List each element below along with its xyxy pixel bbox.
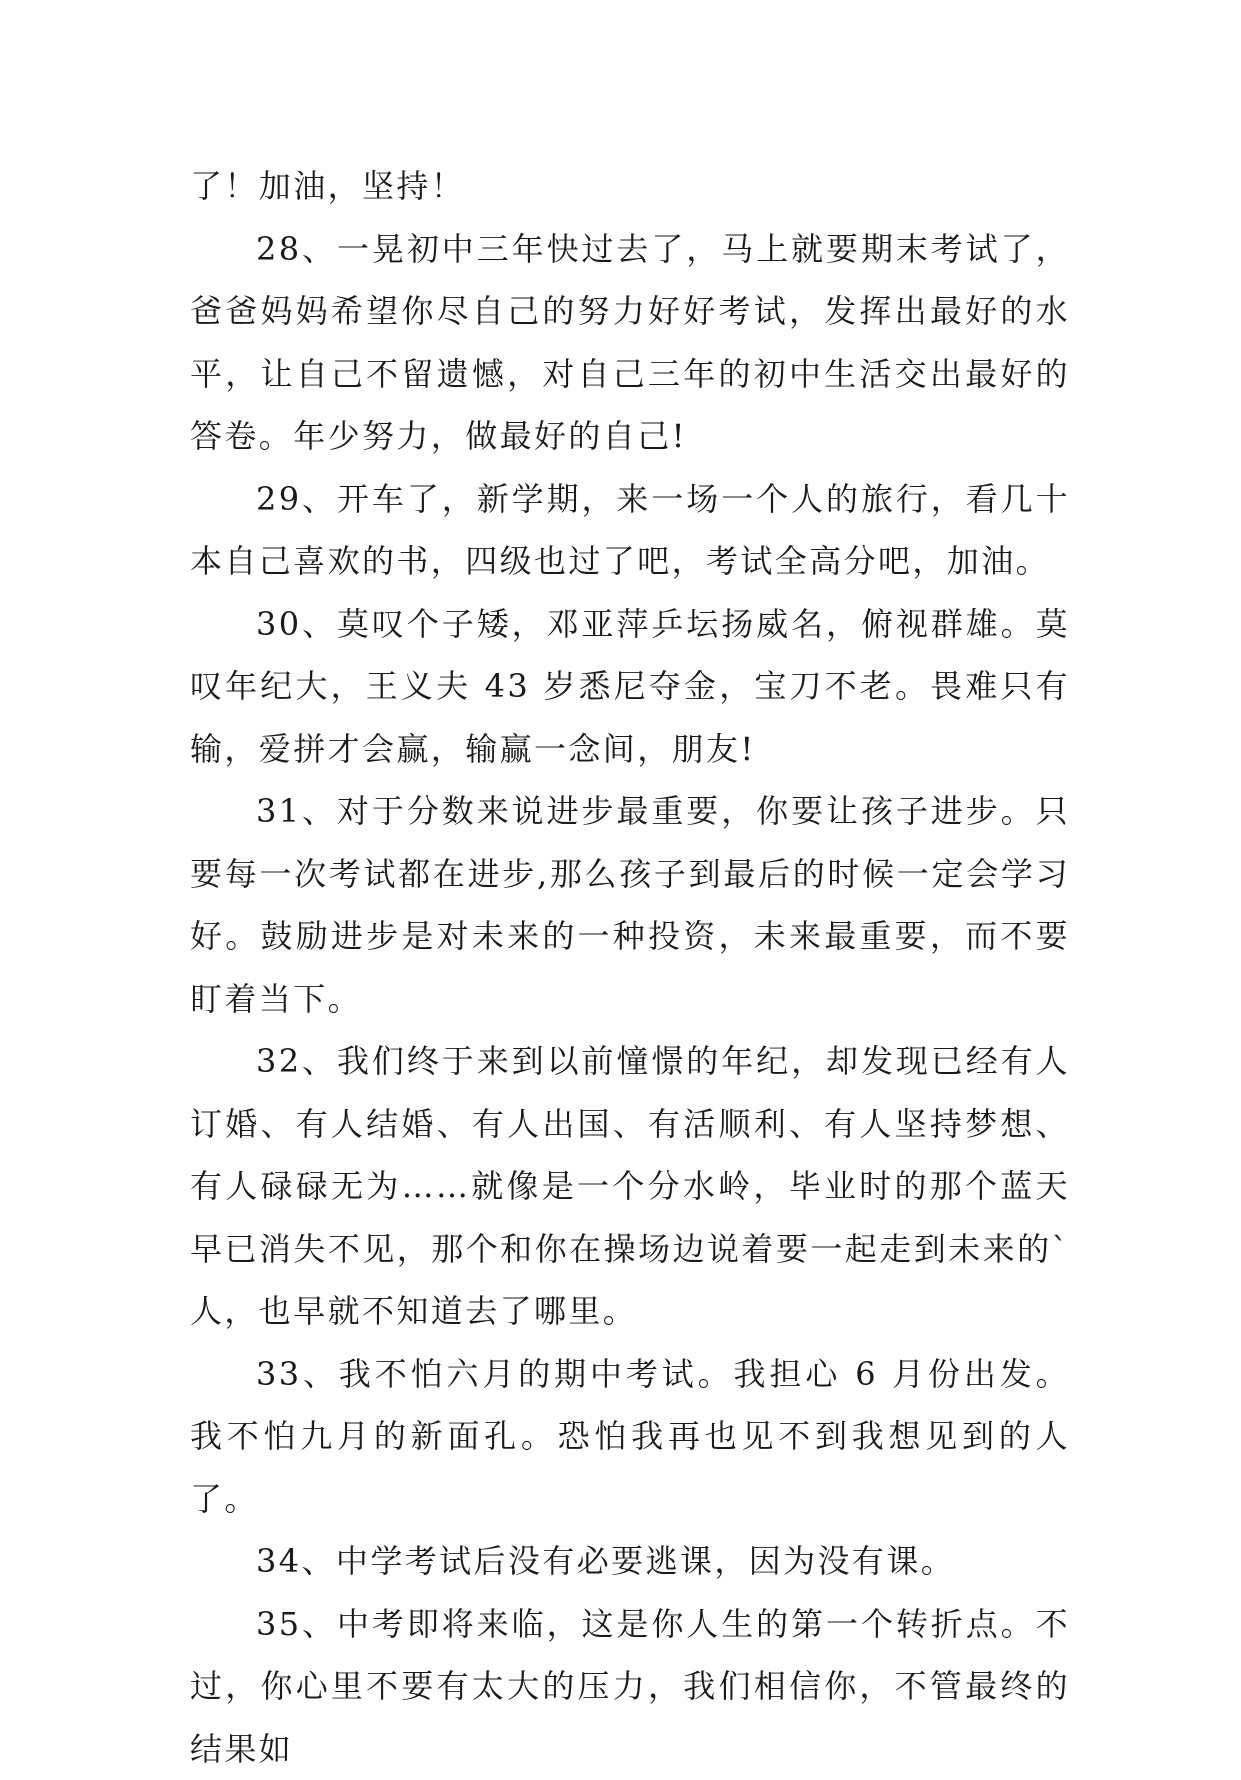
paragraph-30: 30、莫叹个子矮，邓亚萍乒坛扬威名，俯视群雄。莫叹年纪大，王义夫 43 岁悉尼夺金，宝刀不老。畏难只有输，爱拼才会赢，输赢一念间，朋友! — [190, 593, 1070, 781]
paragraph-28: 28、一晃初中三年快过去了，马上就要期末考试了，爸爸妈妈希望你尽自己的努力好好考试，发挥出最好的水平，让自己不留遗憾，对自己三年的初中生活交出最好的答卷。年少努力，做最好的自己! — [190, 218, 1070, 468]
paragraph-33: 33、我不怕六月的期中考试。我担心 6 月份出发。我不怕九月的新面孔。恐怕我再也见不到我想见到的人了。 — [190, 1343, 1070, 1531]
paragraph-32: 32、我们终于来到以前憧憬的年纪，却发现已经有人订婚、有人结婚、有人出国、有活顺利、有人坚持梦想、有人碌碌无为……就像是一个分水岭，毕业时的那个蓝天早已消失不见，那个和你在操场边说着要一起走到未来的`人，也早就不知道去了哪里。 — [190, 1030, 1070, 1343]
paragraph: 了！加油，坚持！ — [190, 155, 1070, 218]
paragraph-34: 34、中学考试后没有必要逃课，因为没有课。 — [190, 1530, 1070, 1593]
document-body — [190, 155, 1070, 1780]
paragraph-35: 35、中考即将来临，这是你人生的第一个转折点。不过，你心里不要有太大的压力，我们相信你，不管最终的结果如 — [190, 1593, 1070, 1780]
paragraph-31: 31、对于分数来说进步最重要，你要让孩子进步。只要每一次考试都在进步,那么孩子到最后的时候一定会学习好。鼓励进步是对未来的一种投资，未来最重要，而不要盯着当下。 — [190, 780, 1070, 1030]
paragraph-29: 29、开车了，新学期，来一场一个人的旅行，看几十本自己喜欢的书，四级也过了吧，考试全高分吧，加油。 — [190, 468, 1070, 593]
